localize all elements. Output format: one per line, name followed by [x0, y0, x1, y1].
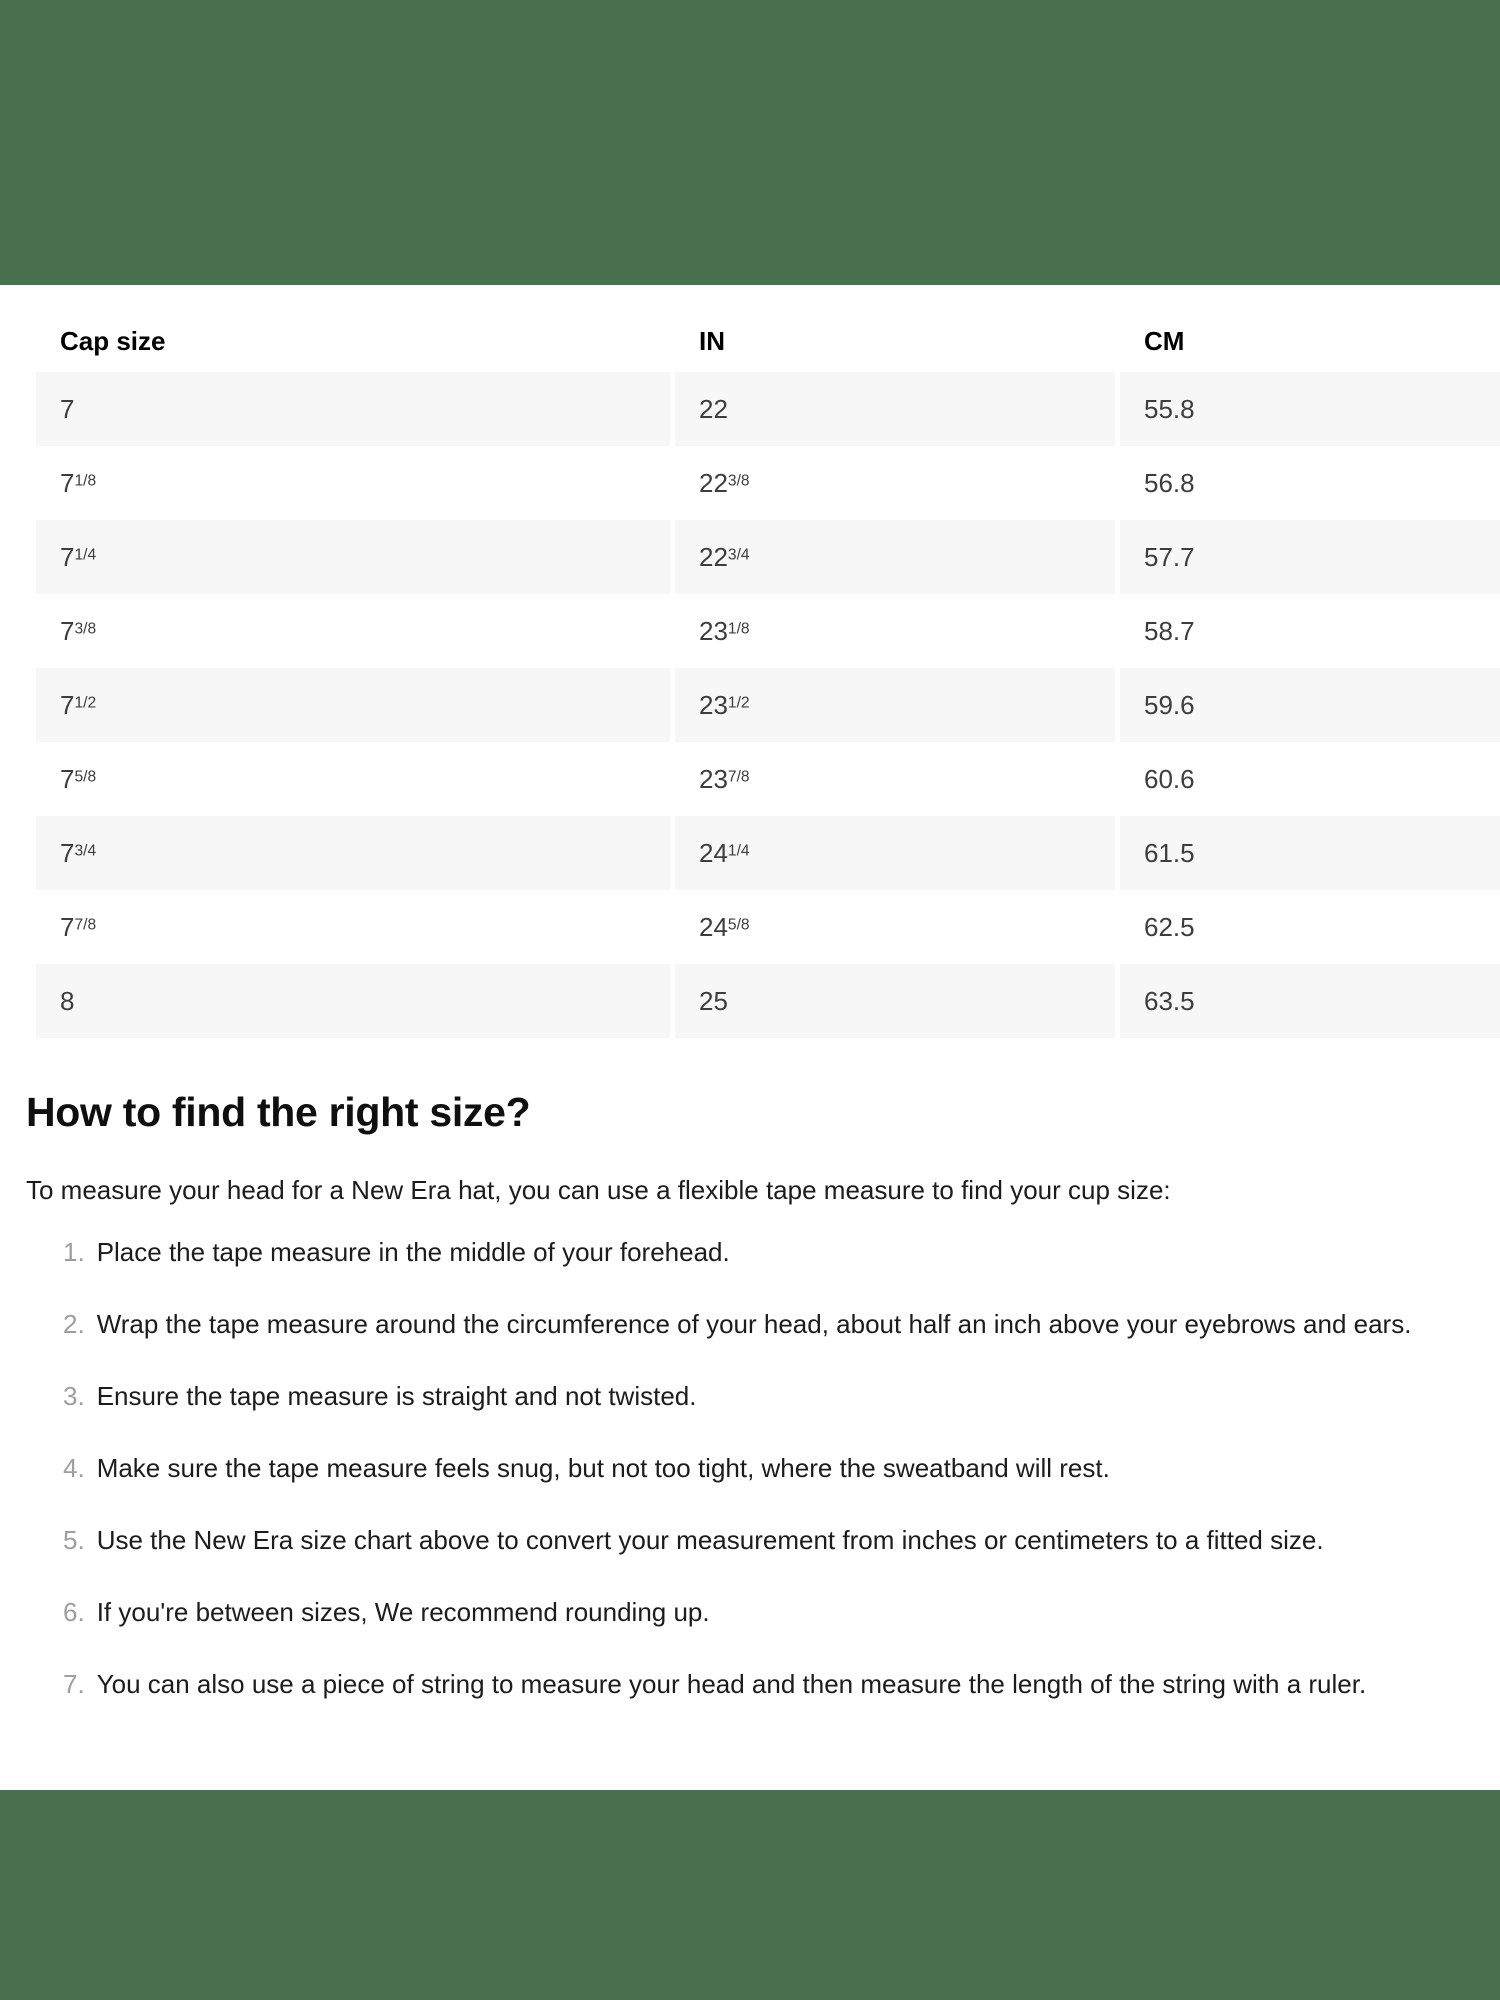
- col-header-in: IN: [699, 326, 725, 356]
- table-row: [36, 742, 1500, 816]
- step-number: 7.: [63, 1669, 85, 1699]
- col-header-cap-size: Cap size: [60, 326, 166, 356]
- guide-heading: How to find the right size?: [26, 1089, 531, 1135]
- cap-size-cell: $7^{1/8}$: [60, 468, 97, 498]
- step-item-3: [0, 1382, 1500, 1411]
- step-number: 4.: [63, 1453, 85, 1483]
- cap-size-cell: $7^{3/8}$: [60, 616, 97, 646]
- in-cell: $22^{3/8}$: [699, 468, 750, 498]
- in-cell: 25: [675, 964, 1115, 1038]
- step-item-7: [0, 1670, 1500, 1699]
- size-table-header-row: [36, 310, 1500, 372]
- step-text: Use the New Era size chart above to convert your measurement from inches or centimeters to a fitted size.: [96, 1525, 1324, 1555]
- in-cell: $23^{1/2}$: [675, 668, 1115, 742]
- step-item-4: [0, 1454, 1500, 1483]
- step-item-2: [0, 1310, 1500, 1339]
- step-item-5: [0, 1526, 1500, 1555]
- cap-size-cell: $7^{3/4}$: [36, 816, 670, 890]
- table-row: [36, 520, 1500, 594]
- cm-cell: 62.5: [1144, 912, 1195, 942]
- cap-size-cell: $7^{7/8}$: [60, 912, 97, 942]
- cm-cell: 61.5: [1120, 816, 1500, 890]
- step-item-1: [0, 1238, 1500, 1267]
- table-row: [36, 816, 1500, 890]
- step-number: 3.: [63, 1381, 85, 1411]
- cm-cell: 58.7: [1144, 616, 1195, 646]
- cm-cell: 56.8: [1144, 468, 1195, 498]
- step-number: 5.: [63, 1525, 85, 1555]
- step-text: You can also use a piece of string to measure your head and then measure the length of the string with a ruler.: [96, 1669, 1367, 1699]
- table-row: [36, 964, 1500, 1038]
- table-row: [36, 890, 1500, 964]
- in-cell: 22: [675, 372, 1115, 446]
- cm-cell: 55.8: [1120, 372, 1500, 446]
- step-text: If you're between sizes, We recommend rounding up.: [96, 1597, 710, 1627]
- in-cell: $23^{7/8}$: [699, 764, 750, 794]
- guide-intro: To measure your head for a New Era hat, you can use a flexible tape measure to find your cup size:: [26, 1175, 1171, 1205]
- bottom-green-banner: [0, 1790, 1500, 2000]
- cm-cell: 60.6: [1144, 764, 1195, 794]
- step-item-6: [0, 1598, 1500, 1627]
- size-table: [0, 310, 1500, 1038]
- step-number: 2.: [63, 1309, 85, 1339]
- step-text: Make sure the tape measure feels snug, but not too tight, where the sweatband will rest.: [96, 1453, 1110, 1483]
- top-green-banner: [0, 0, 1500, 285]
- in-cell: $24^{5/8}$: [699, 912, 750, 942]
- in-cell: $24^{1/4}$: [675, 816, 1115, 890]
- cm-cell: 63.5: [1120, 964, 1500, 1038]
- cap-size-cell: 7: [36, 372, 670, 446]
- table-row: [36, 668, 1500, 742]
- col-header-cm: CM: [1144, 326, 1185, 356]
- cm-cell: 59.6: [1120, 668, 1500, 742]
- table-row: [36, 594, 1500, 668]
- in-cell: $23^{1/8}$: [699, 616, 750, 646]
- in-cell: $22^{3/4}$: [675, 520, 1115, 594]
- cap-size-cell: 8: [36, 964, 670, 1038]
- table-row: [36, 372, 1500, 446]
- cap-size-cell: $7^{1/2}$: [36, 668, 670, 742]
- step-number: 1.: [63, 1237, 85, 1267]
- cm-cell: 57.7: [1120, 520, 1500, 594]
- table-row: [36, 446, 1500, 520]
- cap-size-cell: $7^{1/4}$: [36, 520, 670, 594]
- step-text: Place the tape measure in the middle of your forehead.: [96, 1237, 730, 1267]
- step-text: Ensure the tape measure is straight and not twisted.: [96, 1381, 697, 1411]
- step-text: Wrap the tape measure around the circumference of your head, about half an inch above your eyebrows and ears.: [96, 1309, 1412, 1339]
- step-number: 6.: [63, 1597, 85, 1627]
- cap-size-cell: $7^{5/8}$: [60, 764, 97, 794]
- steps-list: [0, 1238, 1500, 1699]
- size-chart-section: [0, 285, 1500, 1742]
